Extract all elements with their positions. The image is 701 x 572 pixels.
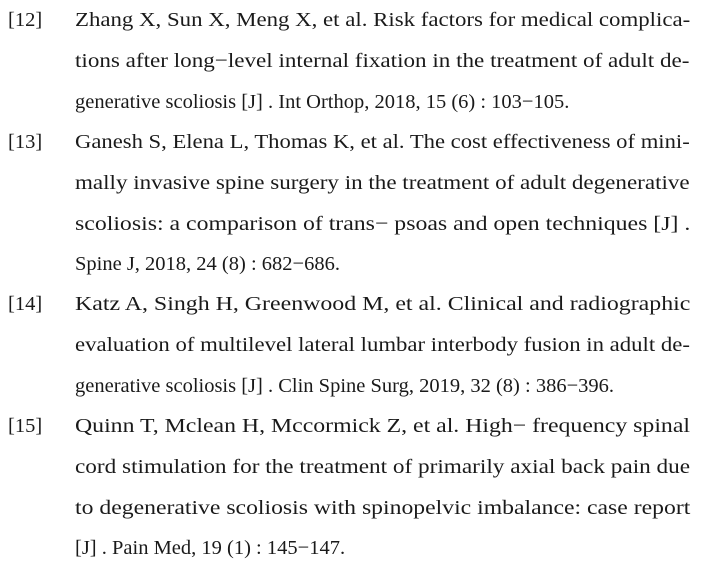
reference-number: [15] [8, 415, 43, 437]
reference-line: Ganesh S, Elena L, Thomas K, et al. The cost effectiveness of mini- [75, 131, 690, 153]
reference-text [75, 0, 691, 122]
reference-number: [13] [8, 131, 43, 153]
reference-text [75, 284, 691, 406]
reference-line: Quinn T, Mclean H, Mccormick Z, et al. High− frequency spinal [75, 415, 691, 437]
reference-number: [14] [8, 293, 43, 315]
reference-number: [12] [8, 9, 43, 31]
reference-text [75, 406, 691, 569]
reference-line: generative scoliosis [J] . Clin Spine Surg, 2019, 32 (8) : 386−396. [75, 374, 615, 397]
reference-line: cord stimulation for the treatment of primarily axial back pain due [75, 455, 691, 478]
reference-line: Katz A, Singh H, Greenwood M, et al. Clinical and radiographic [75, 293, 691, 315]
reference-line: [J] . Pain Med, 19 (1) : 145−147. [75, 537, 346, 560]
reference-line: generative scoliosis [J] . Int Orthop, 2018, 15 (6) : 103−105. [75, 90, 570, 113]
reference-line: tions after long−level internal fixation in the treatment of adult de- [75, 49, 690, 72]
reference-line: scoliosis: a comparison of trans− psoas and open techniques [J] . [75, 212, 691, 235]
reference-line: Zhang X, Sun X, Meng X, et al. Risk factors for medical complica- [75, 9, 691, 31]
reference-line: mally invasive spine surgery in the treatment of adult degenerative [75, 171, 690, 194]
reference-text [75, 122, 691, 285]
reference-line: evaluation of multilevel lateral lumbar interbody fusion in adult de- [75, 333, 690, 356]
reference-line: to degenerative scoliosis with spinopelvic imbalance: case report [75, 496, 691, 519]
reference-line: Spine J, 2018, 24 (8) : 682−686. [75, 253, 340, 276]
